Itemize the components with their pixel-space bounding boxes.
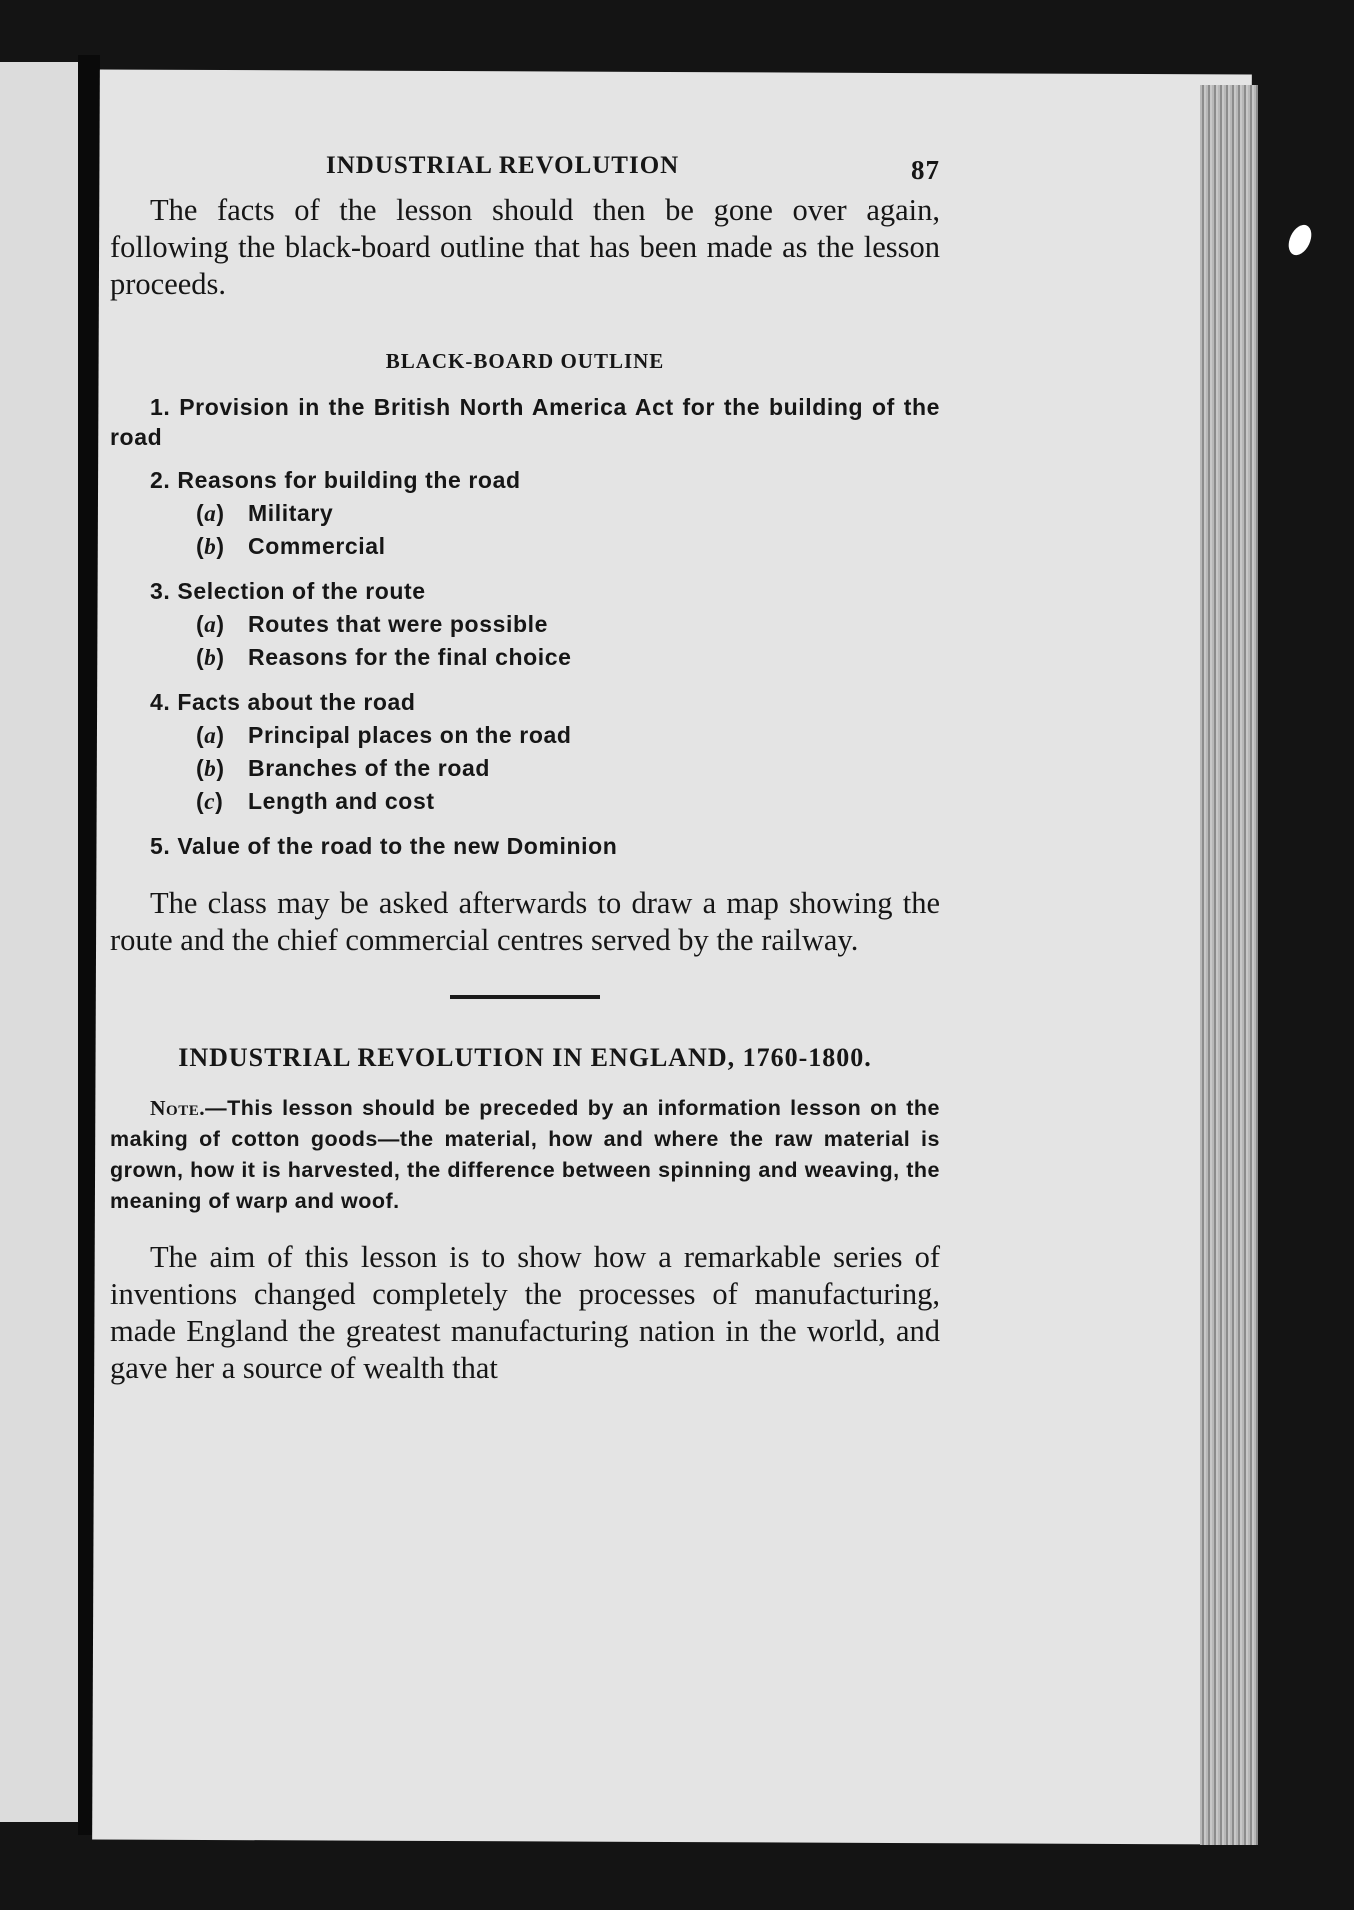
subitem-text: Military [248,500,334,526]
subitem-text: Commercial [248,533,386,559]
page-number: 87 [911,155,940,185]
subitem-letter: b [204,534,217,559]
running-title: INDUSTRIAL REVOLUTION [326,152,680,179]
subitem-text: Routes that were possible [248,611,549,637]
outline-subitem [110,785,940,818]
facing-page-edge [0,62,78,1822]
subitem-text: Length and cost [248,788,435,814]
outline-subitem [110,752,940,785]
subitem-label: (a) [196,722,225,748]
outline-subitem [110,530,940,563]
intro-paragraph: The facts of the lesson should then be gone over again, following the black-board outline that has been made as the lesson proceeds. [110,193,940,301]
closing-paragraph: The class may be asked afterwards to draw a map showing the route and the chief commercial centres served by the railway. [110,886,940,957]
subitem-label: (b) [196,533,225,559]
subitem-label: (a) [196,611,225,637]
subitem-letter: b [204,645,217,670]
subitem-text: Principal places on the road [248,722,572,748]
section-divider [450,995,600,999]
outline-subitem [110,497,940,530]
subitem-label: (b) [196,644,225,670]
aim-paragraph: The aim of this lesson is to show how a remarkable series of inventions changed completely the processes of manufacturing, made England the greatest manufacturing nation in the world, and gave her a source of wealth that [110,1240,940,1385]
subitem-label: (c) [196,788,224,814]
outline-item-text: 5. Value of the road to the new Dominion [150,833,618,859]
subitem-text: Branches of the road [248,755,491,781]
subitem-label: (a) [196,500,225,526]
outline-item [110,686,940,818]
lesson-note [110,1093,940,1217]
outline-subitem [110,608,940,641]
section-title: INDUSTRIAL REVOLUTION IN ENGLAND, 1760-1800. [178,1043,872,1072]
note-text: —This lesson should be preceded by an information lesson on the making of cotton goods—the material, how and where the raw material is grown, how it is harvested, the difference between spinning and weaving, the meaning of warp and woof. [110,1096,940,1213]
note-label: Note. [150,1096,206,1120]
outline-subitem [110,641,940,674]
outline-item-text: 1. Provision in the British North America Act for the building of the road [110,394,940,450]
outline-item [110,575,940,674]
outline-item [110,830,940,863]
outline-subitem [110,719,940,752]
subitem-letter: c [204,789,216,814]
outline-item [110,464,940,563]
subitem-letter: a [204,501,217,526]
page-blemish [1284,221,1316,258]
page-content [110,152,940,1387]
subitem-label: (b) [196,755,225,781]
outline-title: BLACK-BOARD OUTLINE [385,349,665,373]
outline-item-text: 3. Selection of the route [150,578,426,604]
subitem-letter: b [204,756,217,781]
outline-item-text: 2. Reasons for building the road [150,467,521,493]
running-head [110,152,940,192]
outline-item-text: 4. Facts about the road [150,689,416,715]
blackboard-outline [110,392,940,863]
page-stack-edge [1200,85,1258,1845]
outline-item [110,392,940,452]
subitem-text: Reasons for the final choice [248,644,572,670]
subitem-letter: a [204,723,217,748]
subitem-letter: a [204,612,217,637]
